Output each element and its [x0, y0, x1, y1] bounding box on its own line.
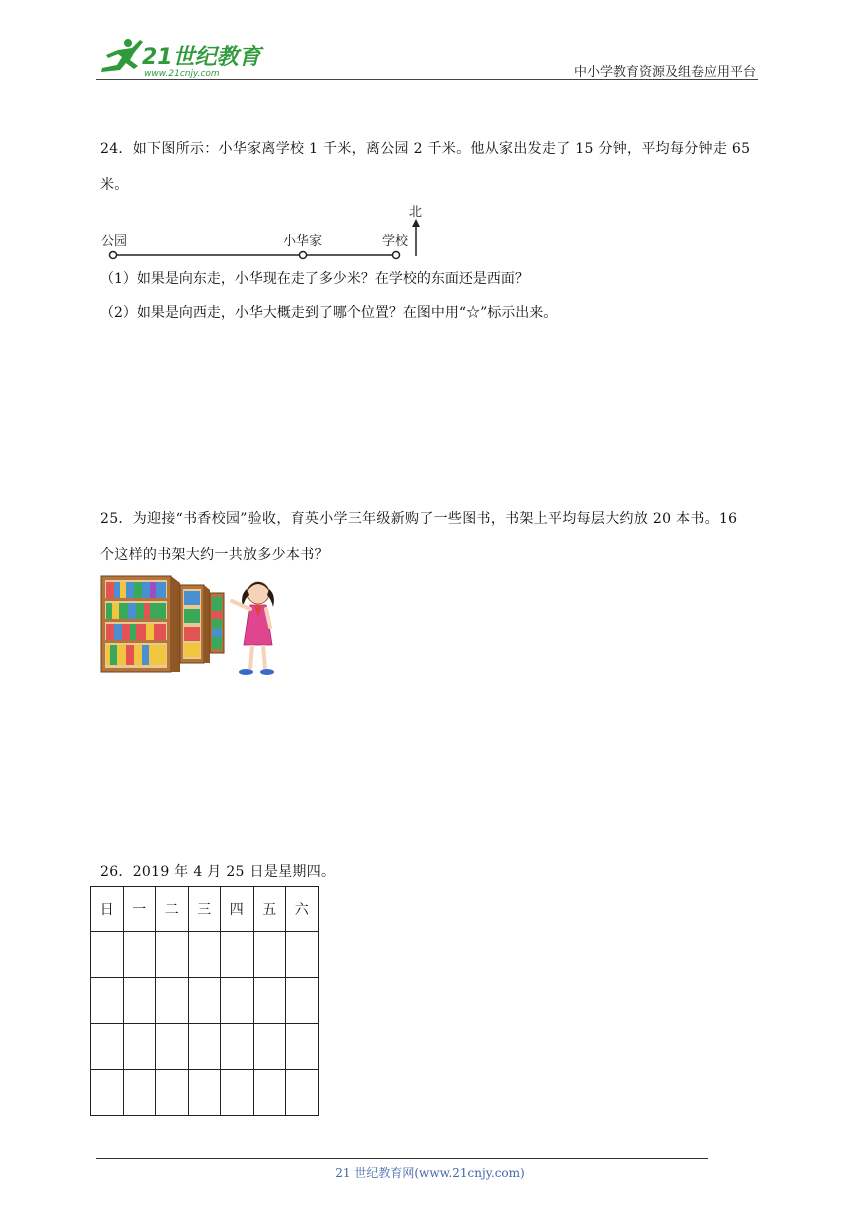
footer-site-text: 21 世纪教育网(www.21cnjy.com): [335, 1166, 525, 1180]
q25-text-line1: 25．为迎接“书香校园”验收，育英小学三年级新购了一些图书，书架上平均每层大约放 20 本书。16: [100, 511, 738, 527]
school-point: [393, 252, 400, 259]
weekday-fri: 五: [253, 887, 286, 932]
home-point: [300, 252, 307, 259]
calendar-cell[interactable]: [188, 932, 221, 978]
weekday-sun: 日: [91, 887, 124, 932]
calendar-cell[interactable]: [286, 1070, 319, 1116]
q25-text-line2: 个这样的书架大约一共放多少本书？: [100, 547, 329, 563]
calendar-cell[interactable]: [221, 978, 254, 1024]
logo-url: www.21cnjy.com: [144, 69, 220, 79]
school-label: 学校: [382, 234, 409, 249]
calendar-cell[interactable]: [156, 932, 189, 978]
bookshelf-icon: [180, 585, 210, 663]
calendar-cell[interactable]: [156, 978, 189, 1024]
calendar-cell[interactable]: [156, 1024, 189, 1070]
calendar-cell[interactable]: [221, 1024, 254, 1070]
q26-text-line1: 26．2019 年 4 月 25 日是星期四。: [100, 864, 336, 880]
q24-text-line1: 24．如下图所示：小华家离学校 1 千米，离公园 2 千米。他从家出发走了 15 分钟，平均每分钟走 65: [100, 141, 751, 157]
calendar-cell[interactable]: [286, 932, 319, 978]
runner-logo-icon: [101, 39, 143, 72]
calendar-header-row: [91, 887, 319, 932]
home-label: 小华家: [283, 234, 323, 249]
calendar-cell[interactable]: [188, 1024, 221, 1070]
footer-divider: [96, 1158, 708, 1159]
q24-subquestion-2: （2）如果是向西走，小华大概走到了哪个位置？在图中用“☆”标示出来。: [100, 305, 558, 321]
logo-text: 21世纪教育: [142, 45, 261, 70]
header-divider: [96, 79, 758, 80]
calendar-cell[interactable]: [221, 1070, 254, 1116]
q24-text-line2: 米。: [100, 177, 129, 193]
calendar-cell[interactable]: [286, 1024, 319, 1070]
calendar-cell[interactable]: [253, 978, 286, 1024]
weekday-mon: 一: [123, 887, 156, 932]
calendar-row: [91, 1024, 319, 1070]
q24-map-diagram: [96, 200, 436, 266]
calendar-cell[interactable]: [253, 932, 286, 978]
calendar-cell[interactable]: [253, 1070, 286, 1116]
calendar-row: [91, 978, 319, 1024]
calendar-cell[interactable]: [123, 978, 156, 1024]
calendar-cell[interactable]: [91, 978, 124, 1024]
calendar-row: [91, 932, 319, 978]
calendar-cell[interactable]: [156, 1070, 189, 1116]
site-logo: [96, 34, 266, 82]
park-label: 公园: [101, 234, 128, 249]
calendar-cell[interactable]: [91, 1024, 124, 1070]
bookshelf-icon: [101, 576, 180, 672]
calendar-cell[interactable]: [123, 1024, 156, 1070]
calendar-cell[interactable]: [286, 978, 319, 1024]
north-label: 北: [409, 205, 423, 220]
calendar-table: [90, 886, 319, 1116]
park-point: [110, 252, 117, 259]
calendar-cell[interactable]: [91, 932, 124, 978]
weekday-sat: 六: [286, 887, 319, 932]
north-arrow-icon: [412, 219, 420, 256]
q24-subquestion-1: （1）如果是向东走，小华现在走了多少米？在学校的东面还是西面？: [100, 271, 529, 287]
calendar-row: [91, 1070, 319, 1116]
weekday-tue: 二: [156, 887, 189, 932]
calendar-cell[interactable]: [188, 978, 221, 1024]
calendar-cell[interactable]: [123, 932, 156, 978]
calendar-cell[interactable]: [91, 1070, 124, 1116]
calendar-cell[interactable]: [253, 1024, 286, 1070]
girl-icon: [232, 582, 274, 675]
calendar-cell[interactable]: [221, 932, 254, 978]
calendar-cell[interactable]: [123, 1070, 156, 1116]
bookshelf-girl-illustration: [100, 573, 285, 679]
weekday-wed: 三: [188, 887, 221, 932]
calendar-cell[interactable]: [188, 1070, 221, 1116]
weekday-thu: 四: [221, 887, 254, 932]
bookshelf-icon: [210, 593, 224, 653]
header-platform-text: 中小学教育资源及组卷应用平台: [573, 65, 756, 80]
